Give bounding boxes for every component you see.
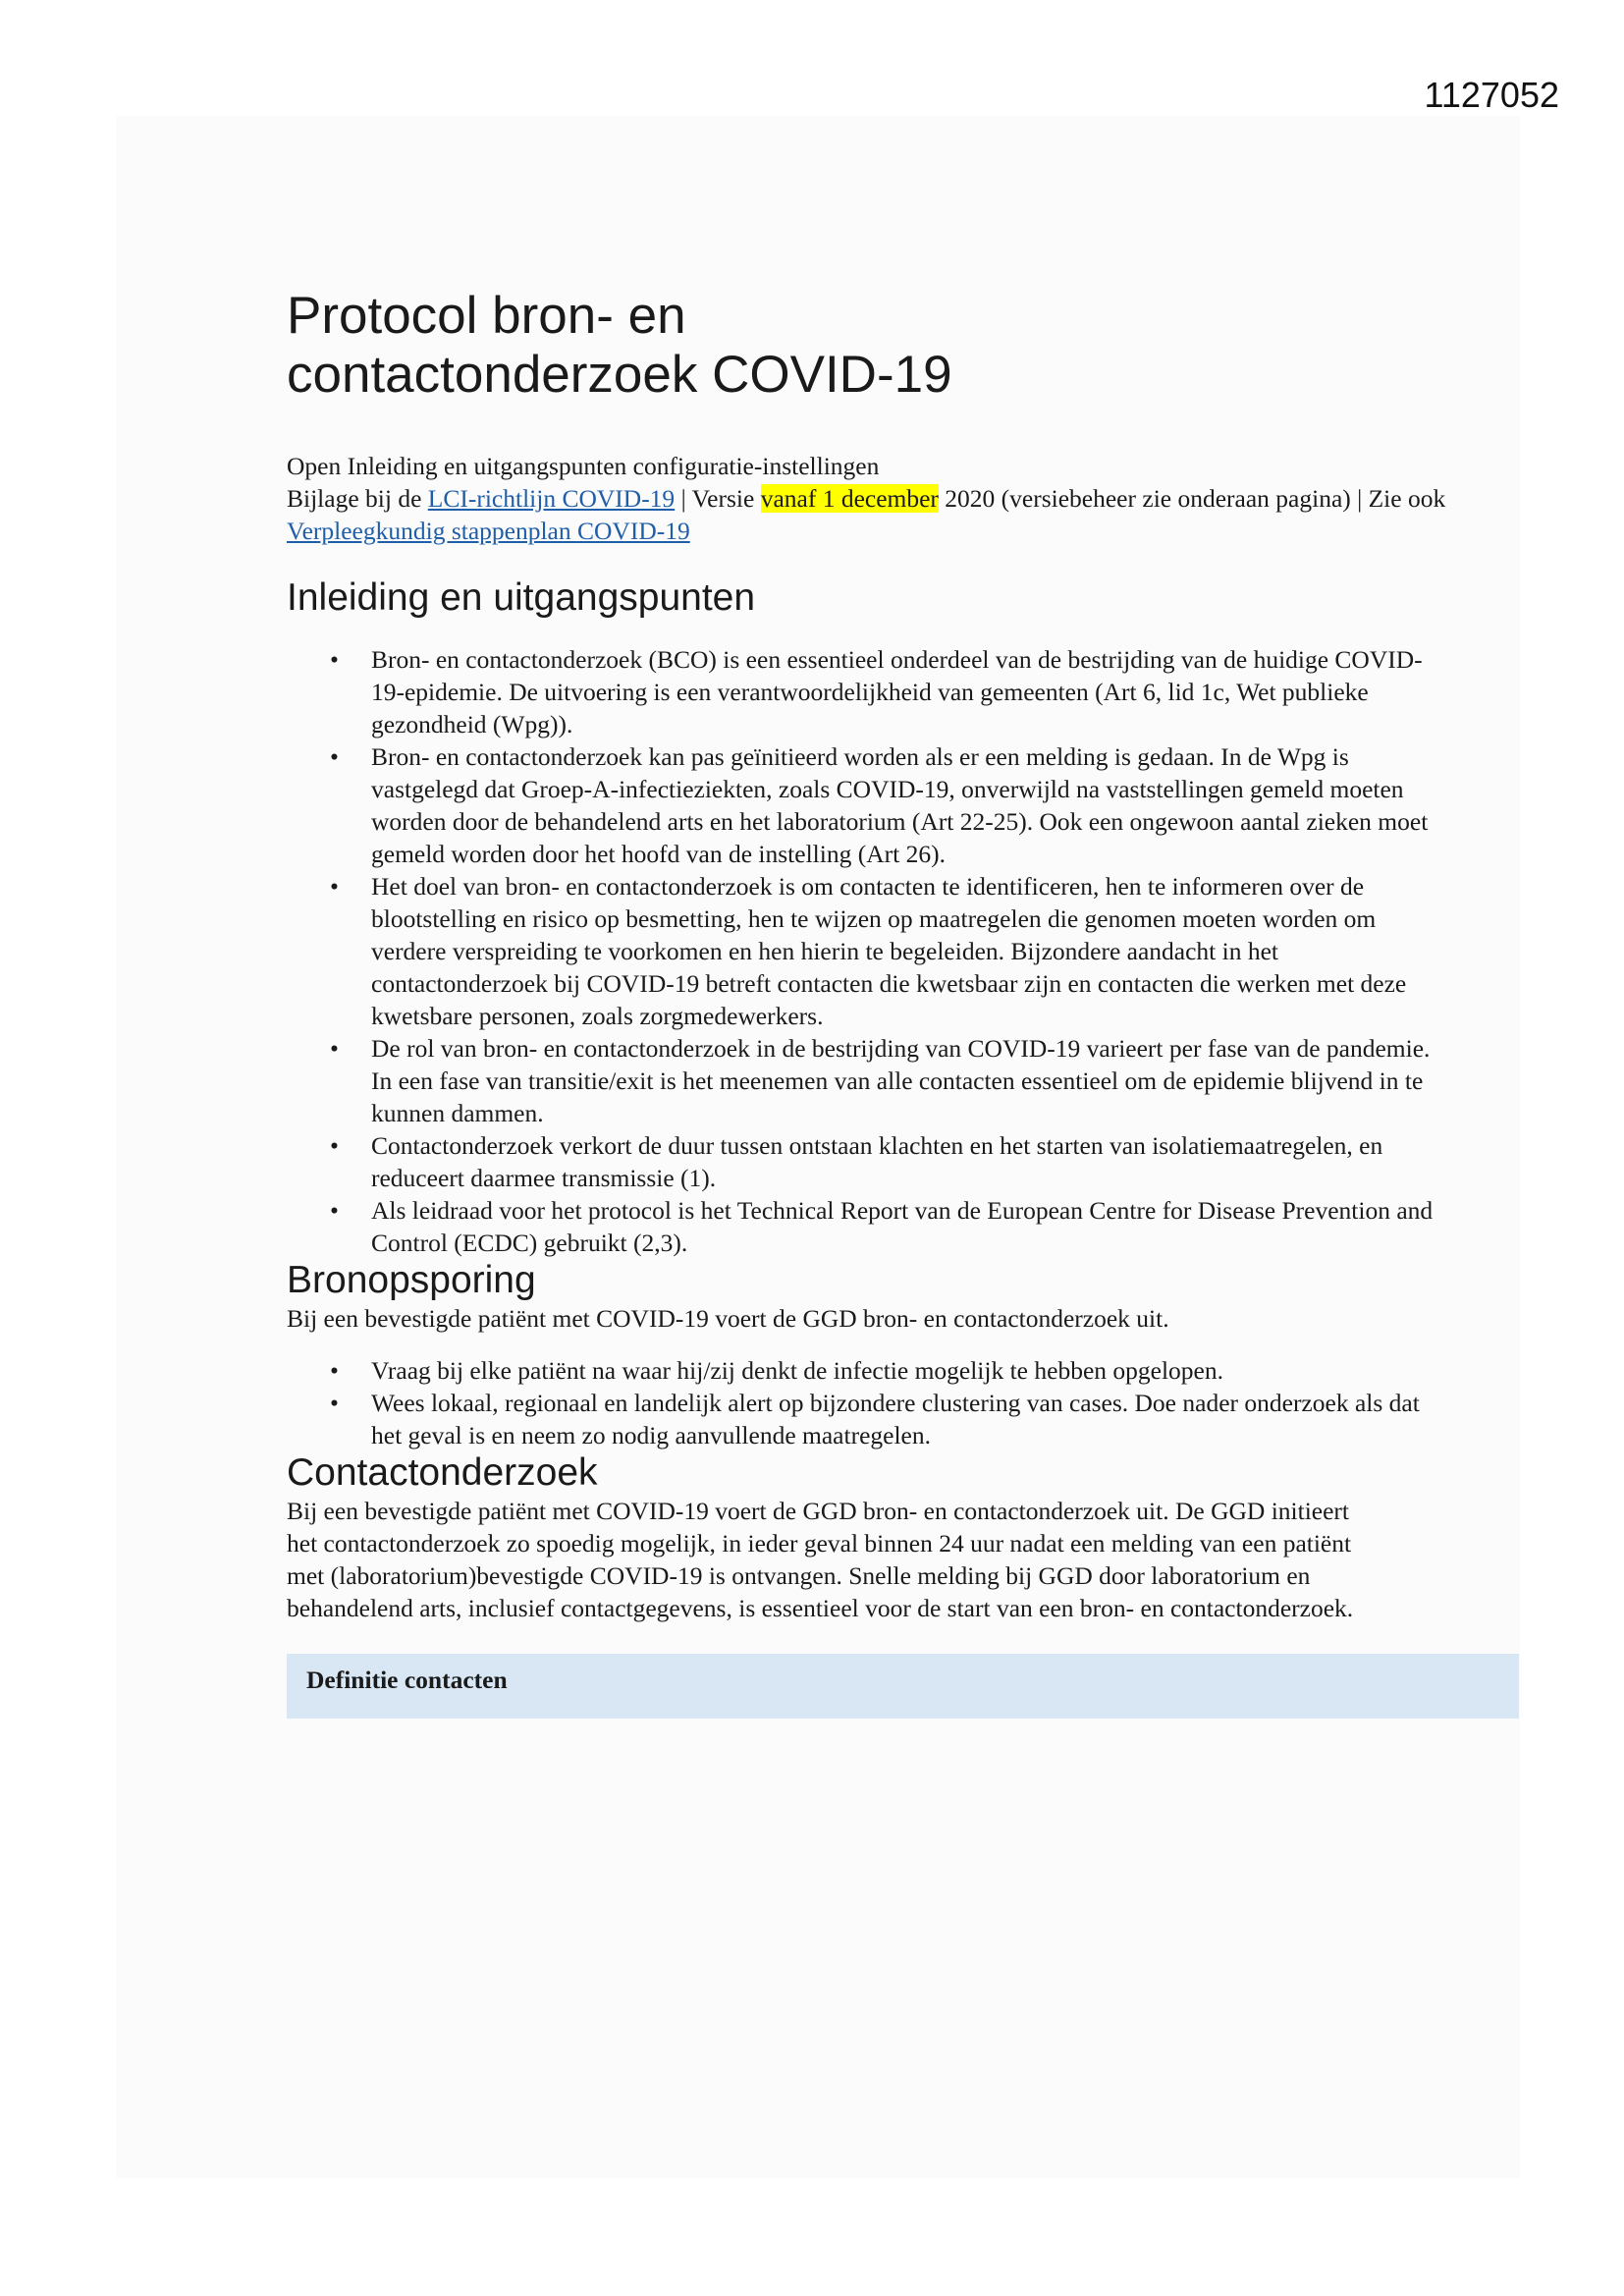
contactonderzoek-paragraph: Bij een bevestigde patiënt met COVID-19 voert de GGD bron- en contactonderzoek uit. De GGD initieert het contactonderzoek zo spoedig mogelijk, in ieder geval binnen 24 uur nadat een melding van een patiënt met (laboratorium)bevestigde COVID-19 is ontvangen. Snelle melding bij GGD door laboratorium en behandelend arts, inclusief contactgegevens, is essentieel voor de start van een bron- en contactonderzoek. [287,1497,1354,1622]
document-content [287,287,1519,1719]
page-title [287,287,1519,405]
bronopsporing-list [287,1354,1451,1451]
list-item: • Vraag bij elke patiënt na waar hij/zij denkt de infectie mogelijk te hebben opgelopen. [371,1354,1451,1387]
heading-inleiding: Inleiding en uitgangspunten [287,576,756,619]
stappenplan-link[interactable]: Verpleegkundig stappenplan COVID-19 [287,517,690,545]
config-settings-text: Open Inleiding en uitgangspunten configuratie-instellingen [287,452,880,480]
inleiding-list [287,643,1451,1259]
bijlage-prefix: Bijlage bij de [287,484,428,513]
heading-contactonderzoek: Contactonderzoek [287,1451,598,1494]
versie-suffix: 2020 (versiebeheer zie onderaan pagina) | Zie ook [938,484,1446,513]
title-line-2: contactonderzoek COVID-19 [287,346,952,404]
list-item: • De rol van bron- en contactonderzoek in de bestrijding van COVID-19 varieert per fase van de pandemie. In een fase van transitie/exit is het meenemen van alle contacten essentieel om de epidemie blijvend in te kunnen dammen. [371,1032,1451,1129]
definitie-contacten-title: Definitie contacten [306,1666,508,1694]
list-item: • Contactonderzoek verkort de duur tussen ontstaan klachten en het starten van isolatiemaatregelen, en reduceert daarmee transmissie (1). [371,1129,1451,1194]
list-item: • Het doel van bron- en contactonderzoek is om contacten te identificeren, hen te informeren over de blootstelling en risico op besmetting, hen te wijzen op maatregelen die genomen moeten worden om verdere verspreiding te voorkomen en hen hierin te begeleiden. Bijzondere aandacht in het contactonderzoek bij COVID-19 betreft contacten die kwetsbaar zijn en contacten die werken met deze kwetsbare personen, zoals zorgmedewerkers. [371,870,1451,1032]
version-line [287,482,1519,547]
list-item: • Bron- en contactonderzoek (BCO) is een essentieel onderdeel van de bestrijding van de huidige COVID-19-epidemie. De uitvoering is een verantwoordelijkheid van gemeenten (Art 6, lid 1c, Wet publieke gezondheid (Wpg)). [371,643,1451,740]
bronopsporing-intro: Bij een bevestigde patiënt met COVID-19 voert de GGD bron- en contactonderzoek uit. [287,1304,1169,1333]
list-item: • Wees lokaal, regionaal en landelijk alert op bijzondere clustering van cases. Doe nader onderzoek als dat het geval is en neem zo nodig aanvullende maatregelen. [371,1387,1451,1451]
heading-bronopsporing: Bronopsporing [287,1259,536,1301]
list-item: • Als leidraad voor het protocol is het Technical Report van de European Centre for Disease Prevention and Control (ECDC) gebruikt (2,3). [371,1194,1451,1259]
document-id: 1127052 [1424,75,1559,115]
versie-highlight: vanaf 1 december [760,484,939,513]
versie-prefix: | Versie [675,484,761,513]
definitie-contacten-box [287,1654,1519,1719]
meta-block [287,450,1519,547]
title-line-1: Protocol bron- en [287,287,686,345]
lci-richtlijn-link[interactable]: LCI-richtlijn COVID-19 [427,484,676,513]
list-item: • Bron- en contactonderzoek kan pas geïnitieerd worden als er een melding is gedaan. In de Wpg is vastgelegd dat Groep-A-infectieziekten, zoals COVID-19, onverwijld na vaststellingen gemeld moeten worden door de behandelend arts en het laboratorium (Art 22-25). Ook een ongewoon aantal zieken moet gemeld worden door het hoofd van de instelling (Art 26). [371,740,1451,870]
